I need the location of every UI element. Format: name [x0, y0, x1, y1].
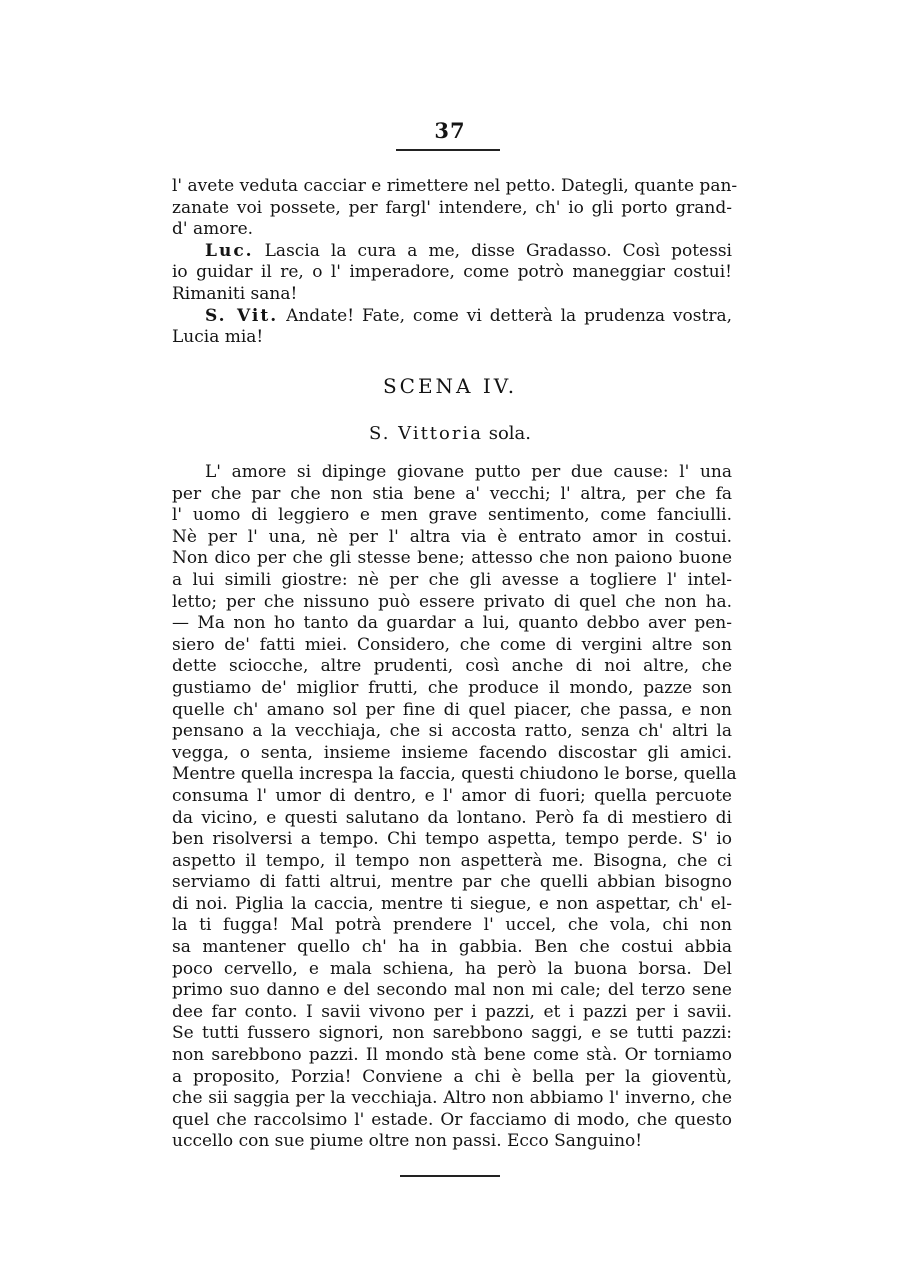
- text-line: [172, 241, 732, 263]
- footer-rule: [400, 1175, 500, 1177]
- text-line: L' amore si dipinge giovane putto per due cause: l' una: [205, 462, 732, 482]
- page-number: 37: [434, 118, 466, 143]
- text-line: che sii saggia per la vecchiaja. Altro non abbiamo l' inverno, che: [172, 1088, 732, 1109]
- text-line: dee far conto. I savii vivono per i pazzi, et i pazzi per i savii.: [172, 1001, 732, 1022]
- monologue-paragraph: [172, 462, 737, 1153]
- text-line: ben risolversi a tempo. Chi tempo aspetta, tempo perde. S' io: [172, 829, 732, 850]
- text-line: — Ma non ho tanto da guardar a lui, quanto debbo aver pen-: [172, 613, 732, 634]
- text-line: Nè per l' una, nè per l' altra via è entrato amor in costui.: [172, 526, 732, 547]
- text-line: Se tutti fussero signori, non sarebbono saggi, e se tutti pazzi:: [172, 1023, 732, 1044]
- text-line: di noi. Piglia la caccia, mentre ti siegue, e non aspettar, ch' el-: [172, 893, 732, 914]
- paragraph-continuation: [172, 176, 738, 241]
- speech-text: Lascia la cura a me, disse Gradasso. Così potessi: [264, 240, 732, 261]
- speech-svit: [172, 306, 732, 349]
- character-name: S. Vittoria: [369, 423, 483, 444]
- text-line: quel che raccolsimo l' estade. Or facciamo di modo, che questo: [172, 1109, 732, 1130]
- stage-direction: sola.: [488, 423, 531, 444]
- text-line: Rimaniti sana!: [172, 283, 298, 304]
- text-line: serviamo di fatti altrui, mentre par che quelli abbian bisogno: [172, 872, 732, 893]
- monologue: [172, 462, 737, 1153]
- text-line: consuma l' umor di dentro, e l' amor di fuori; quella percuote: [172, 785, 732, 806]
- text-line: zanate voi possete, per fargl' intendere, ch' io gli porto grand-: [172, 197, 732, 218]
- text-line: gustiamo de' miglior frutti, che produce il mondo, pazze son: [172, 677, 732, 698]
- text-line: letto; per che nissuno può essere privato di quel che non ha.: [172, 591, 732, 612]
- text-line: pensano a la vecchiaja, che si accosta ratto, senza ch' altri la: [172, 721, 732, 742]
- text-line: non sarebbono pazzi. Il mondo stà bene come stà. Or torniamo: [172, 1045, 732, 1066]
- scene-heading: SCENA IV.: [382, 374, 518, 398]
- speaker-label: S. Vit.: [205, 305, 279, 326]
- text-line: l' uomo di leggiero e men grave sentimento, come fanciulli.: [172, 505, 732, 526]
- text-line: Lucia mia!: [172, 327, 264, 348]
- text-line: d' amore.: [172, 219, 254, 240]
- text-line: aspetto il tempo, il tempo non aspetterà me. Bisogna, che ci: [172, 850, 732, 871]
- text-line: quelle ch' amano sol per fine di quel piacer, che passa, e non: [172, 699, 732, 720]
- text-line: sa mantener quello ch' ha in gabbia. Ben che costui abbia: [172, 937, 732, 958]
- header-rule: [396, 149, 500, 151]
- speech-luc: [172, 241, 732, 306]
- text-line: Mentre quella increspa la faccia, questi chiudono le borse, quella: [172, 764, 737, 785]
- text-line: uccello con sue piume oltre non passi. Ecco Sanguino!: [172, 1131, 643, 1152]
- text-line: vegga, o senta, insieme insieme facendo discostar gli amici.: [172, 742, 732, 763]
- text-line: dette sciocche, altre prudenti, così anche di noi altre, che: [172, 656, 732, 677]
- text-line: per che par che non stia bene a' vecchi; l' altra, per che fa: [172, 483, 732, 504]
- text-line: primo suo danno e del secondo mal non mi cale; del terzo sene: [172, 980, 732, 1001]
- text-line: poco cervello, e mala schiena, ha però la buona borsa. Del: [172, 958, 732, 979]
- scene-subheading: [0, 423, 900, 444]
- speaker-label: Luc.: [205, 240, 254, 261]
- text-line: a proposito, Porzia! Conviene a chi è bella per la gioventù,: [172, 1066, 732, 1087]
- text-line: a lui simili giostre: nè per che gli avesse a togliere l' intel-: [172, 569, 732, 590]
- text-line: [172, 306, 732, 328]
- text-line: io guidar il re, o l' imperadore, come potrò maneggiar costui!: [172, 262, 732, 283]
- text-line: l' avete veduta cacciar e rimettere nel petto. Dategli, quante pan-: [172, 176, 738, 196]
- opening-dialogue: [172, 176, 738, 349]
- speech-text: Andate! Fate, come vi detterà la prudenza vostra,: [286, 305, 732, 326]
- text-line: la ti fugga! Mal potrà prendere l' uccel, che vola, chi non: [172, 915, 732, 936]
- text-line: siero de' fatti miei. Considero, che come di vergini altre son: [172, 634, 732, 655]
- text-line: Non dico per che gli stesse bene; attesso che non paiono buone: [172, 548, 732, 569]
- text-line: da vicino, e questi salutano da lontano. Però fa di mestiero di: [172, 807, 732, 828]
